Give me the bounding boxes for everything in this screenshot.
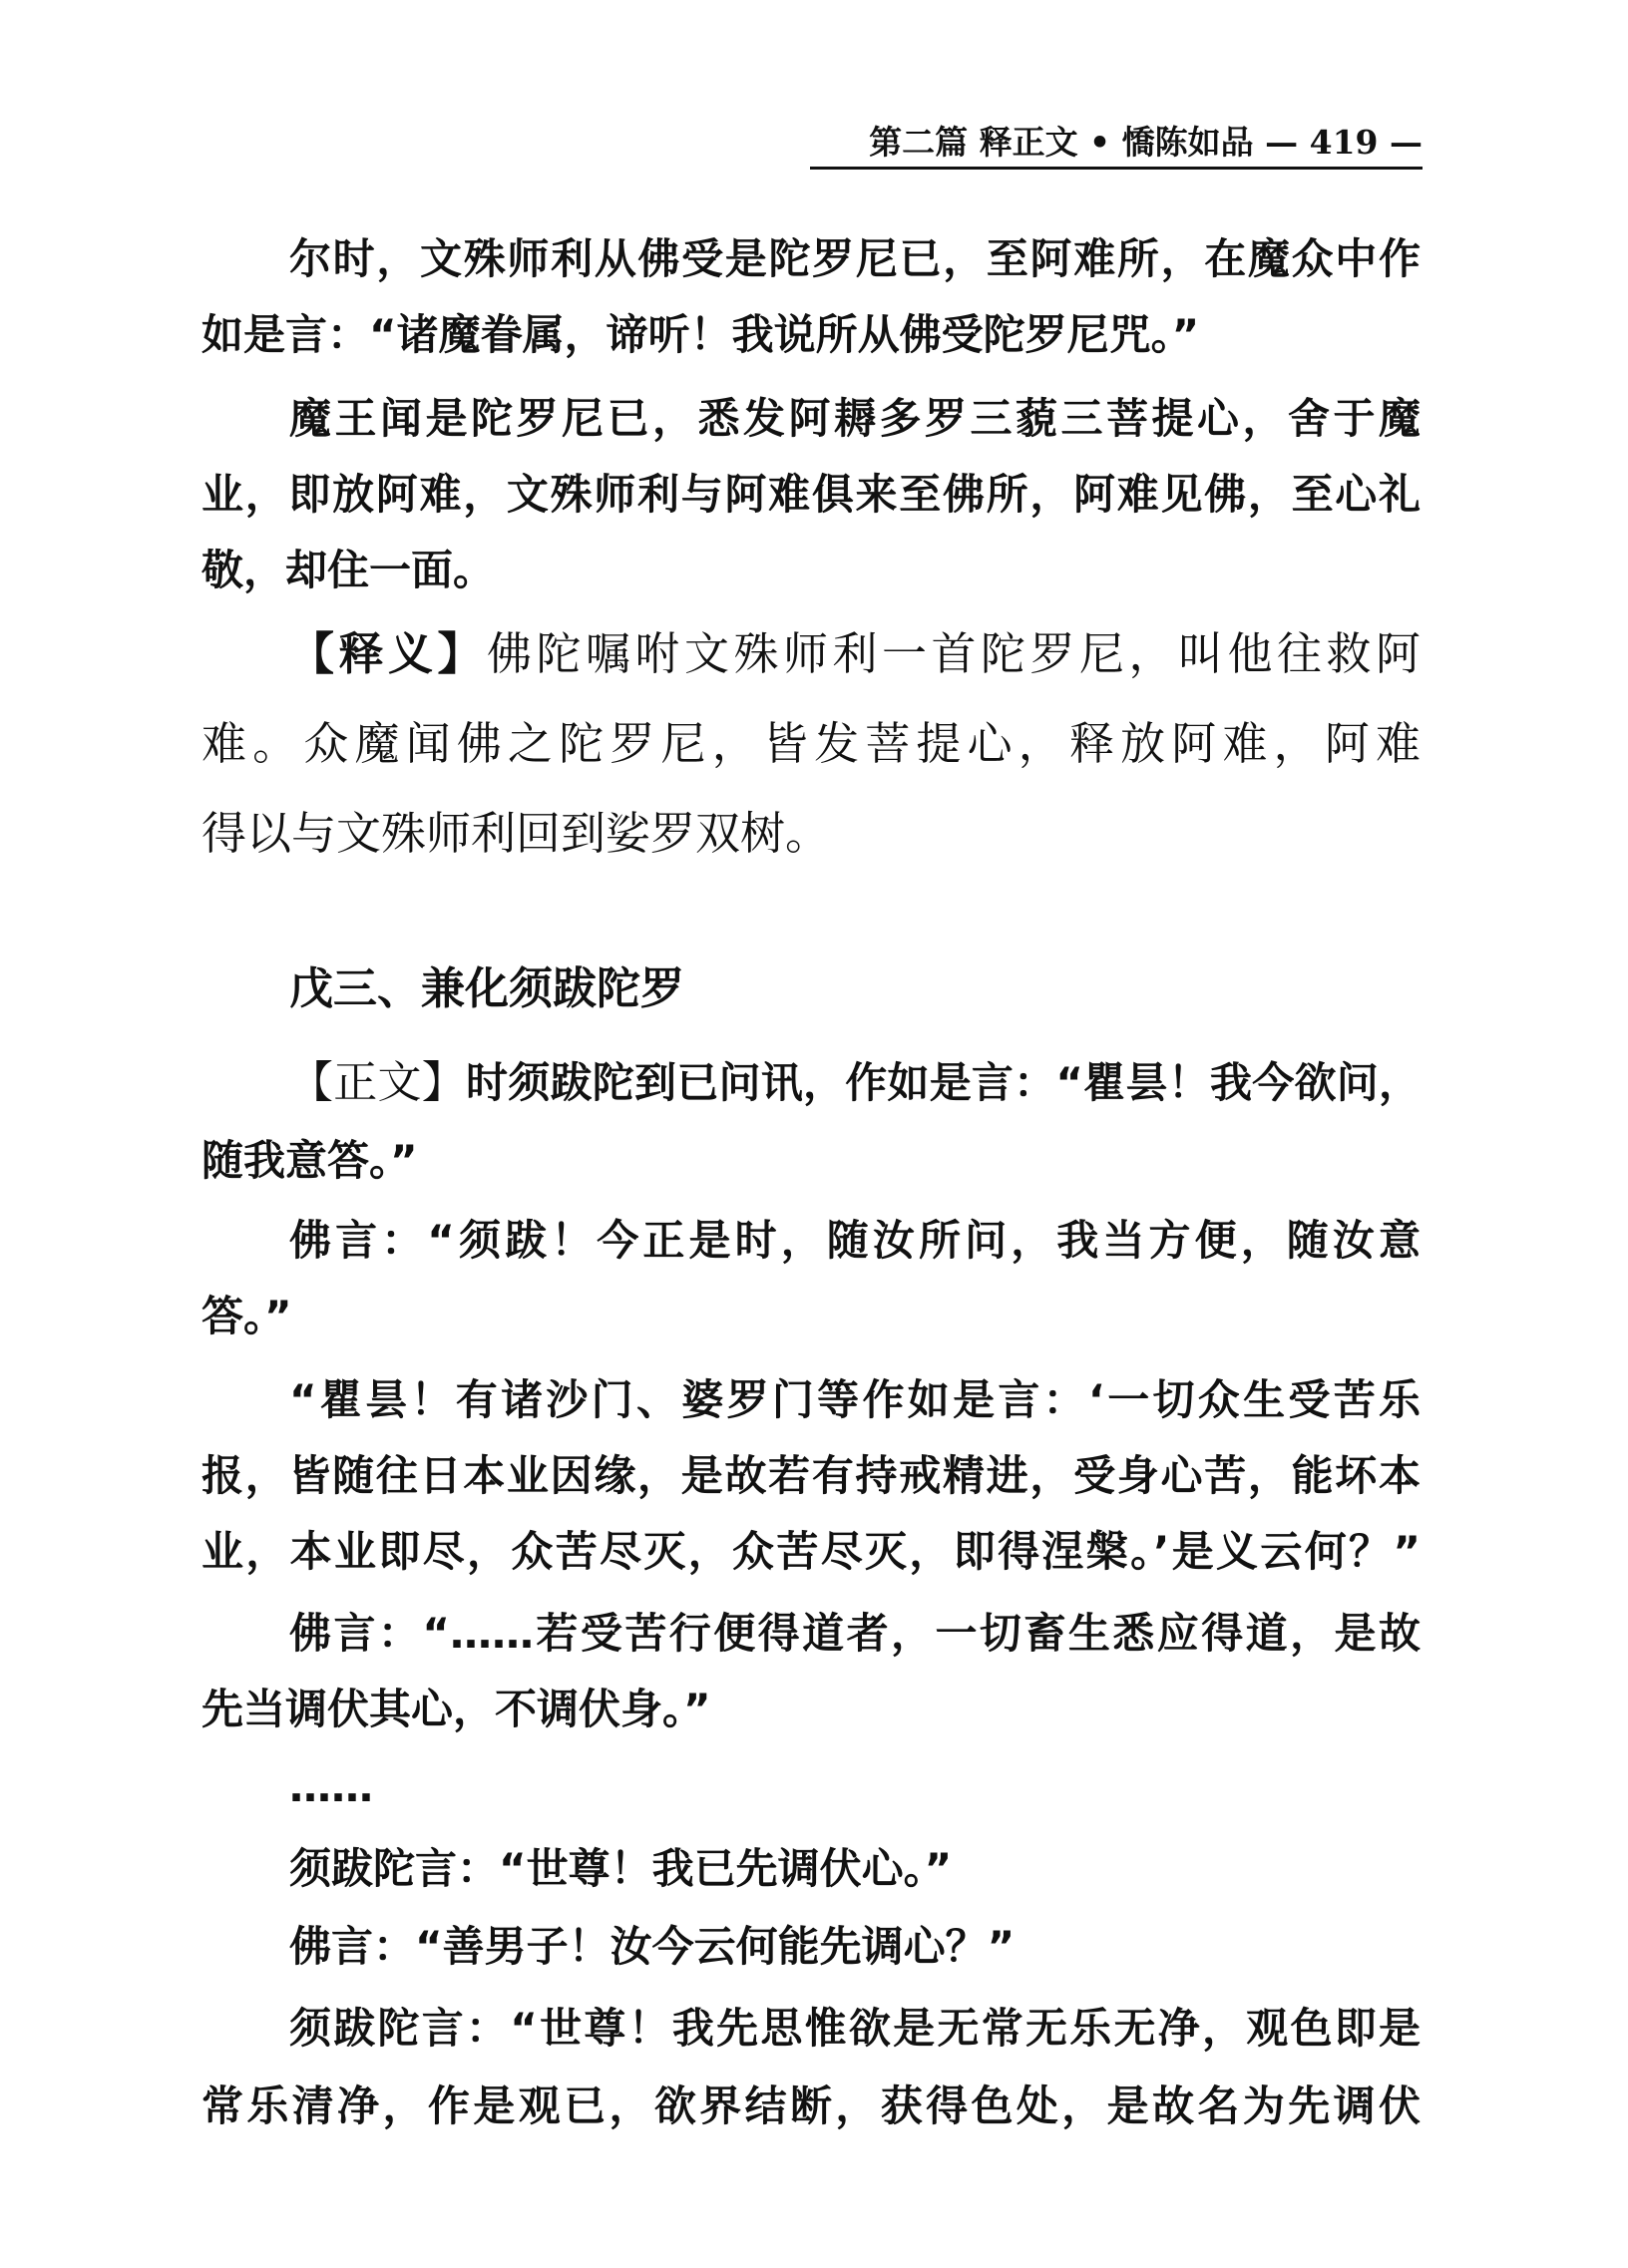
paragraph-tag: 【正文】 (289, 1057, 466, 1108)
text-line: 答。” (202, 1292, 292, 1340)
header-rule (810, 167, 1423, 170)
text-line: 如是言：“诸魔眷属，谛听！我说所从佛受陀罗尼咒。” (202, 310, 1200, 359)
text-line: 先当调伏其心，不调伏身。” (202, 1685, 711, 1733)
text-line: 业，即放阿难，文殊师利与阿难俱来至佛所，阿难见佛，至心礼 (202, 470, 1421, 519)
text-line: 佛言：“善男子！汝今云何能先调心？” (289, 1922, 1016, 1971)
text-run: 时须跋陀到已问讯，作如是言：“瞿昙！我今欲问， (465, 1058, 1421, 1107)
section-heading: 戊三、兼化须跋陀罗 (289, 963, 684, 1014)
text-line: 随我意答。” (202, 1136, 418, 1185)
text-line (202, 1055, 1421, 1111)
text-line: 佛言：“须跋！今正是时，随汝所问，我当方便，随汝意 (289, 1216, 1421, 1265)
text-line: 得以与文殊师利回到娑罗双树。 (202, 807, 831, 860)
text-run: 佛陀嘱咐文殊师利一首陀罗尼，叫他往救阿 (487, 627, 1421, 680)
text-line: “瞿昙！有诸沙门、婆罗门等作如是言：‘一切众生受苦乐 (289, 1375, 1421, 1424)
text-line: 魔王闻是陀罗尼已，悉发阿耨多罗三藐三菩提心，舍于魔 (289, 394, 1421, 443)
text-line: 业，本业即尽，众苦尽灭，众苦尽灭，即得涅槃。’是义云何？” (202, 1527, 1421, 1576)
text-line: 佛言：“……若受苦行便得道者，一切畜生悉应得道，是故 (289, 1609, 1421, 1658)
text-line: 难。众魔闻佛之陀罗尼，皆发菩提心，释放阿难，阿难 (202, 717, 1421, 770)
text-line: 须跋陀言：“世尊！我先思惟欲是无常无乐无净，观色即是 (289, 2004, 1421, 2053)
text-line (202, 624, 1421, 684)
text-line: 报，皆随往日本业因缘，是故若有持戒精进，受身心苦，能坏本 (202, 1451, 1421, 1500)
running-header: 第二篇 释正文 • 憍陈如品 — 419 — (869, 123, 1423, 162)
ellipsis: …… (289, 1762, 373, 1811)
text-line: 尔时，文殊师利从佛受是陀罗尼已，至阿难所，在魔众中作 (289, 234, 1421, 283)
paragraph-tag: 【释义】 (289, 627, 487, 680)
text-line: 敬，却住一面。 (202, 546, 496, 594)
text-line: 须跋陀言：“世尊！我已先调伏心。” (289, 1844, 953, 1893)
text-line: 常乐清净，作是观已，欲界结断，获得色处，是故名为先调伏 (202, 2081, 1421, 2130)
